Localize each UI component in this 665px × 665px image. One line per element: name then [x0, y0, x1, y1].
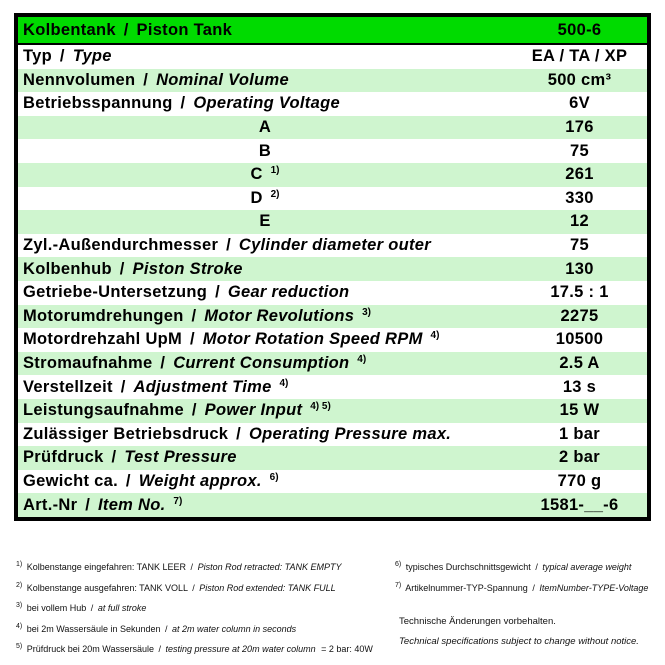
spec-label-separator: /: [119, 259, 125, 278]
footnote-number: 6): [395, 561, 402, 568]
footnote-text-de: Prüfdruck bei 20m Wassersäule: [26, 644, 154, 654]
footnote-text-en: Piston Rod retracted: TANK EMPTY: [197, 562, 342, 572]
table-header-row: [18, 17, 647, 45]
spec-label-de: Typ: [23, 47, 53, 66]
spec-label-separator: /: [226, 236, 231, 255]
footnote-text-en: typical average weight: [542, 562, 632, 572]
footnote-line: [16, 640, 396, 661]
spec-label: [18, 165, 512, 184]
footnote-separator: /: [190, 562, 194, 572]
spec-row: [18, 139, 647, 163]
spec-table-body: [18, 45, 647, 517]
spec-label-de: Motorumdrehungen: [23, 306, 184, 325]
spec-label-separator: /: [215, 283, 220, 302]
spec-value: 10500: [555, 330, 604, 349]
footnote-separator: /: [158, 644, 161, 654]
spec-label: [18, 401, 512, 420]
spec-value: 770 g: [557, 471, 602, 490]
spec-value: 2 bar: [559, 448, 600, 467]
spec-label-de: Getriebe-Untersetzung: [23, 283, 208, 302]
spec-row: [18, 187, 647, 211]
spec-label: [18, 260, 512, 279]
spec-row: [18, 234, 647, 258]
spec-label-de: D: [250, 188, 263, 207]
spec-value: 12: [570, 212, 589, 231]
spec-label-de: C: [250, 165, 263, 184]
footnote-text-de: Kolbenstange eingefahren: TANK LEER: [26, 562, 187, 572]
spec-value: 15 W: [559, 401, 600, 420]
footnote-text-de: Kolbenstange ausgefahren: TANK VOLL: [26, 582, 188, 593]
spec-label-en: Nominal Volume: [156, 70, 289, 89]
spec-label-separator: /: [189, 330, 195, 349]
spec-label: [18, 212, 512, 231]
spec-label: [18, 47, 512, 66]
spec-label-separator: /: [125, 471, 131, 490]
footnote-line: [16, 579, 396, 600]
spec-label-de: Motordrehzahl UpM: [23, 330, 183, 349]
footnote-line: [395, 558, 660, 579]
spec-value: 261: [565, 165, 594, 184]
footnote-text-en: at full stroke: [97, 603, 147, 613]
spec-label: [18, 118, 512, 137]
spec-label: [18, 378, 512, 397]
spec-row: [18, 328, 647, 352]
product-title-en: Piston Tank: [136, 20, 233, 39]
spec-label-en: Current Consumption: [173, 354, 350, 373]
footnote-separator: /: [90, 603, 94, 613]
spec-label-separator: /: [191, 401, 197, 420]
spec-label: [18, 189, 512, 208]
footnote-number: 2): [16, 581, 23, 589]
disclaimer-de: Technische Änderungen vorbehalten.: [399, 616, 556, 627]
spec-label: [18, 354, 512, 373]
spec-value: 2.5 A: [559, 354, 600, 373]
spec-label-en: Operating Voltage: [193, 94, 340, 113]
spec-label-de: A: [258, 118, 272, 137]
spec-footnote-ref: 2): [270, 188, 280, 200]
spec-row: [18, 352, 647, 376]
product-title-de: Kolbentank: [23, 20, 116, 39]
footnote-line: [16, 599, 396, 620]
footnote-separator: /: [165, 623, 168, 634]
spec-label-separator: /: [111, 448, 117, 467]
spec-label: [18, 330, 512, 349]
spec-value: EA / TA / XP: [531, 47, 628, 66]
spec-value: 500 cm³: [547, 70, 612, 89]
spec-footnote-ref: 4): [357, 354, 367, 366]
footnote-line: [16, 620, 396, 641]
spec-label: [18, 94, 512, 113]
disclaimer: [399, 612, 639, 652]
spec-row: [18, 281, 647, 305]
spec-value: 17.5 : 1: [550, 283, 609, 302]
spec-label: [18, 307, 512, 326]
footnote-separator: /: [535, 562, 538, 572]
footnote-number: 5): [16, 643, 23, 650]
spec-row: [18, 493, 647, 517]
spec-footnote-ref: 7): [173, 495, 183, 507]
footnote-text-en: Piston Rod extended: TANK FULL: [199, 582, 336, 593]
footnote-text-de: bei vollem Hub: [26, 603, 87, 613]
spec-label-de: Zyl.-Außendurchmesser: [23, 236, 219, 255]
spec-label-de: Verstellzeit: [23, 377, 113, 396]
spec-label-de: Gewicht ca.: [23, 471, 119, 490]
footnote-number: 4): [16, 622, 23, 630]
spec-row: [18, 163, 647, 187]
spec-row: [18, 45, 647, 69]
footnotes-left: [16, 558, 396, 661]
spec-label-separator: /: [191, 306, 197, 325]
spec-value: 6V: [569, 94, 590, 113]
footnote-text-de: Artikelnummer-TYP-Spannung: [405, 582, 528, 593]
spec-footnote-ref: 6): [269, 471, 279, 483]
spec-value: 1581-__-6: [540, 495, 619, 514]
spec-value: 176: [565, 118, 594, 137]
footnote-text-en: ItemNumber-TYPE-Voltage: [539, 582, 649, 593]
footnote-text-en: at 2m water column in seconds: [172, 623, 297, 634]
spec-row: [18, 116, 647, 140]
spec-label-de: Prüfdruck: [23, 448, 104, 467]
spec-label-de: Betriebsspannung: [23, 94, 173, 113]
spec-label-separator: /: [236, 424, 242, 443]
spec-label-en: Type: [72, 47, 112, 66]
spec-label-en: Gear reduction: [227, 283, 350, 302]
footnote-text-de: typisches Durchschnittsgewicht: [405, 562, 531, 572]
spec-label-de: Stromaufnahme: [23, 354, 153, 373]
spec-label-separator: /: [160, 354, 166, 373]
footnote-number: 3): [16, 602, 23, 609]
spec-label: [18, 236, 512, 255]
footnotes-right: [395, 558, 660, 599]
spec-label-de: Art.-Nr: [23, 495, 78, 514]
footnote-text-de: bei 2m Wassersäule in Sekunden: [26, 623, 161, 634]
spec-label-en: Motor Rotation Speed RPM: [202, 330, 423, 349]
spec-label: [18, 283, 512, 302]
spec-value: 75: [570, 236, 589, 255]
spec-footnote-ref: 4): [430, 330, 440, 342]
spec-label-separator: /: [85, 495, 91, 514]
footnote-number: 7): [395, 581, 402, 589]
spec-row: [18, 446, 647, 470]
spec-label-de: Leistungsaufnahme: [23, 401, 184, 420]
spec-label-separator: /: [143, 70, 149, 89]
spec-label-de: B: [258, 141, 272, 160]
spec-label-de: E: [259, 212, 271, 231]
spec-row: [18, 305, 647, 329]
spec-footnote-ref: 4): [279, 377, 289, 389]
disclaimer-en: Technical specifications subject to change without notice.: [399, 636, 639, 647]
spec-row: [18, 470, 647, 494]
spec-label: [18, 142, 512, 161]
spec-label-separator: /: [59, 47, 65, 66]
spec-label-de: Nennvolumen: [23, 70, 136, 89]
spec-label-en: Item No.: [98, 495, 166, 514]
spec-label-separator: /: [120, 377, 126, 396]
footnote-text-en: testing pressure at 20m water column: [165, 644, 316, 654]
spec-label-de: Zulässiger Betriebsdruck: [23, 424, 229, 443]
product-code: 500-6: [557, 20, 602, 39]
spec-label-en: Test Pressure: [124, 448, 237, 467]
spec-row: [18, 257, 647, 281]
footnote-number: 1): [16, 561, 23, 568]
spec-value: 330: [565, 188, 594, 207]
spec-value: 13 s: [562, 377, 597, 396]
spec-label: [18, 496, 512, 515]
footnote-separator: /: [192, 582, 195, 593]
spec-label-en: Operating Pressure max.: [248, 424, 452, 443]
spec-label: [18, 448, 512, 467]
spec-label: [18, 472, 512, 491]
spec-row: [18, 92, 647, 116]
spec-footnote-ref: 4) 5): [310, 401, 331, 413]
spec-label-en: Piston Stroke: [132, 259, 243, 278]
spec-row: [18, 210, 647, 234]
spec-value: 130: [565, 259, 594, 278]
spec-label: [18, 425, 512, 444]
spec-value: 75: [570, 141, 589, 160]
spec-label-en: Adjustment Time: [133, 377, 272, 396]
spec-row: [18, 375, 647, 399]
product-title: [18, 21, 512, 40]
spec-label: [18, 71, 512, 90]
spec-label-de: Kolbenhub: [23, 259, 112, 278]
footnote-suffix: = 2 bar: 40W: [321, 644, 373, 654]
spec-row: [18, 69, 647, 93]
footnote-line: [395, 579, 660, 600]
spec-value: 2275: [560, 306, 599, 325]
spec-row: [18, 423, 647, 447]
spec-footnote-ref: 3): [362, 306, 372, 318]
footnote-line: [16, 558, 396, 579]
spec-label-en: Motor Revolutions: [204, 306, 355, 325]
spec-label-separator: /: [180, 94, 186, 113]
title-separator: /: [123, 20, 129, 39]
spec-footnote-ref: 1): [270, 165, 280, 177]
spec-label-en: Weight approx.: [138, 471, 262, 490]
spec-label-en: Power Input: [204, 401, 303, 420]
spec-table: [14, 13, 651, 521]
spec-label-en: Cylinder diameter outer: [238, 236, 431, 255]
footnote-separator: /: [532, 582, 535, 593]
spec-value: 1 bar: [559, 424, 600, 443]
spec-row: [18, 399, 647, 423]
